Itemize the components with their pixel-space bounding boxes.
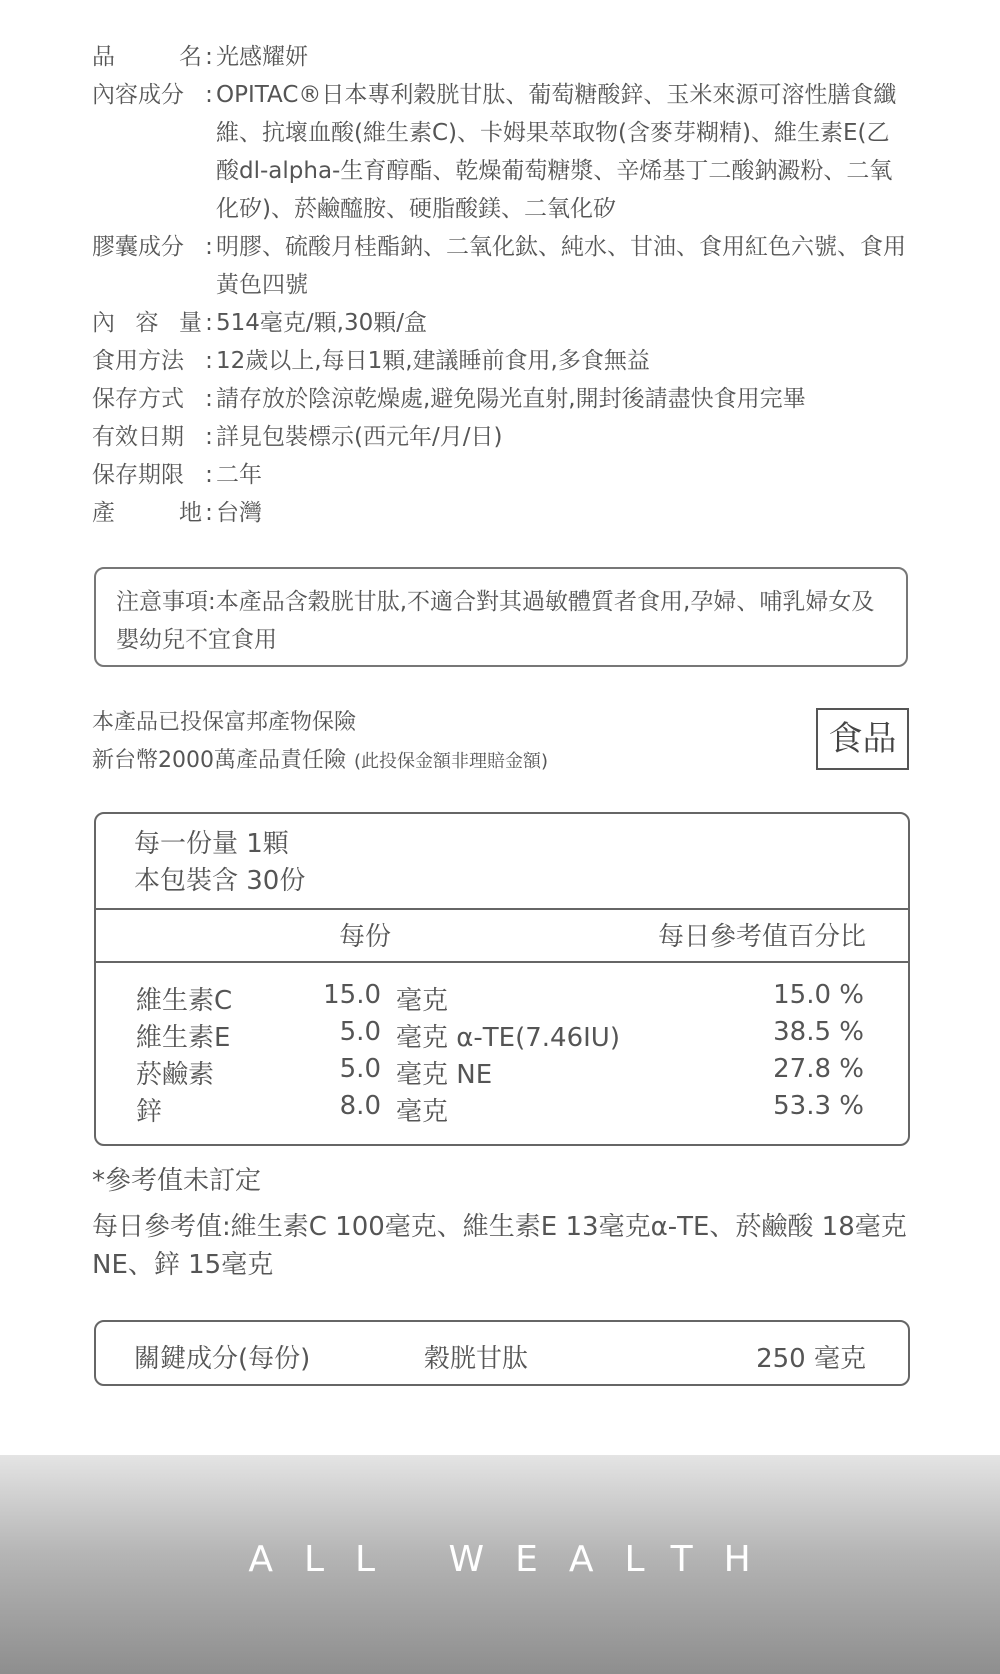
- spec-label-char: 名: [179, 44, 202, 70]
- table-row: [96, 980, 908, 1017]
- spec-value: 明膠、硫酸月桂酯鈉、二氧化鈦、純水、甘油、食用紅色六號、食用黃色四號: [216, 234, 906, 298]
- table-divider: [96, 908, 908, 910]
- nutrient-unit: 毫克: [396, 1097, 449, 1127]
- spec-row-usage: [92, 342, 912, 380]
- spec-label: [92, 38, 202, 76]
- spec-label: 有效日期: [92, 424, 184, 450]
- spec-label: 內容成分: [92, 82, 184, 108]
- insurance-note: (此投保金額非理賠金額): [354, 751, 549, 772]
- spec-row-expiry: [92, 418, 912, 456]
- table-row: [96, 1054, 908, 1091]
- key-ingredient-amount: 250 毫克: [756, 1344, 866, 1374]
- key-ingredient-label: 關鍵成分(每份): [134, 1344, 311, 1374]
- spec-label-char: 地: [179, 500, 202, 526]
- spec-colon: :: [205, 82, 213, 108]
- insurance-line-2: [92, 742, 548, 781]
- spec-colon: :: [205, 310, 213, 336]
- spec-row-ingredients: [92, 76, 912, 228]
- food-badge: 食品: [816, 708, 909, 770]
- serving-size: 每一份量 1顆: [134, 829, 289, 859]
- spec-label-char: 量: [179, 310, 202, 336]
- spec-label-char: 品: [92, 44, 115, 70]
- brand-footer: [0, 1455, 1000, 1674]
- serving-info: [134, 826, 305, 900]
- footnote: *參考值未訂定: [92, 1166, 262, 1196]
- spec-colon: :: [205, 500, 213, 526]
- table-divider: [96, 961, 908, 963]
- nutrient-daily-pct: 53.3 %: [773, 1091, 864, 1121]
- daily-reference-values: 每日參考值:維生素C 100毫克、維生素E 13毫克α-TE、菸鹼酸 18毫克NE、鋅 15毫克: [92, 1212, 907, 1280]
- nutrient-daily-pct: 15.0 %: [773, 980, 864, 1010]
- spec-row-origin: [92, 494, 912, 532]
- nutrient-amount: 8.0: [339, 1091, 381, 1121]
- spec-value: 光感耀妍: [216, 44, 308, 70]
- spec-row-capsule: [92, 228, 912, 304]
- nutrient-name: 維生素E: [136, 1023, 231, 1053]
- spec-colon: :: [205, 234, 213, 260]
- spec-row-storage: [92, 380, 912, 418]
- nutrient-daily-pct: 38.5 %: [773, 1017, 864, 1047]
- spec-label: [92, 304, 202, 342]
- table-row: [96, 1091, 908, 1128]
- spec-colon: :: [205, 386, 213, 412]
- nutrient-unit: 毫克: [396, 986, 449, 1016]
- spec-label-char: 容: [135, 310, 159, 336]
- nutrition-table: [94, 812, 910, 1146]
- insurance-line-1: 本產品已投保富邦產物保險: [92, 710, 357, 735]
- notice-box: 注意事項:本產品含穀胱甘肽,不適合對其過敏體質者食用,孕婦、哺乳婦女及嬰幼兒不宜食用: [94, 567, 908, 667]
- servings-per-package: 本包裝含 30份: [134, 866, 306, 896]
- insurance-amount: 新台幣2000萬產品責任險: [92, 748, 346, 773]
- nutrient-unit: 毫克 α-TE(7.46IU): [396, 1023, 620, 1053]
- spec-row-shelf-life: [92, 456, 912, 494]
- key-ingredient-box: [94, 1320, 910, 1386]
- column-header-daily-value: 每日參考值百分比: [657, 922, 866, 952]
- spec-row-name: [92, 38, 912, 76]
- brand-logo: ALL WEALTH: [248, 1539, 782, 1580]
- spec-colon: :: [205, 424, 213, 450]
- key-ingredient-name: 穀胱甘肽: [424, 1344, 529, 1374]
- spec-label-char: 產: [92, 500, 115, 526]
- spec-label: 保存方式: [92, 386, 184, 412]
- nutrient-amount: 15.0: [323, 980, 381, 1010]
- spec-value: 514毫克/顆,30顆/盒: [216, 310, 427, 336]
- nutrient-amount: 5.0: [339, 1017, 381, 1047]
- insurance-info: [92, 704, 548, 781]
- nutrient-name: 菸鹼素: [136, 1060, 215, 1090]
- spec-value: 請存放於陰涼乾燥處,避免陽光直射,開封後請盡快食用完畢: [216, 386, 806, 412]
- column-header-per-serving: 每份: [339, 922, 392, 952]
- nutrient-unit: 毫克 NE: [396, 1060, 493, 1090]
- nutrient-amount: 5.0: [339, 1054, 381, 1084]
- spec-label: 保存期限: [92, 462, 184, 488]
- spec-value: OPITAC®日本專利穀胱甘肽、葡萄糖酸鋅、玉米來源可溶性膳食纖維、抗壞血酸(維生素C)、卡姆果萃取物(含麥芽糊精)、維生素E(乙酸dl-alpha-生育醇酯、乾燥葡萄糖漿、辛烯基丁二酸鈉澱粉、二氧化矽)、菸鹼醯胺、硬脂酸鎂、二氧化矽: [216, 82, 897, 222]
- nutrient-name: 鋅: [136, 1097, 163, 1127]
- spec-value: 詳見包裝標示(西元年/月/日): [216, 424, 503, 450]
- nutrient-name: 維生素C: [136, 986, 233, 1016]
- spec-value: 台灣: [216, 500, 262, 526]
- spec-colon: :: [205, 44, 213, 70]
- spec-colon: :: [205, 462, 213, 488]
- table-row: [96, 1017, 908, 1054]
- spec-label: 食用方法: [92, 348, 184, 374]
- spec-row-content: [92, 304, 912, 342]
- spec-label: [92, 494, 202, 532]
- product-spec-list: [92, 38, 912, 532]
- spec-label: 膠囊成分: [92, 234, 184, 260]
- spec-value: 12歲以上,每日1顆,建議睡前食用,多食無益: [216, 348, 650, 374]
- spec-colon: :: [205, 348, 213, 374]
- spec-value: 二年: [216, 462, 262, 488]
- nutrient-daily-pct: 27.8 %: [773, 1054, 864, 1084]
- spec-label-char: 內: [92, 310, 115, 336]
